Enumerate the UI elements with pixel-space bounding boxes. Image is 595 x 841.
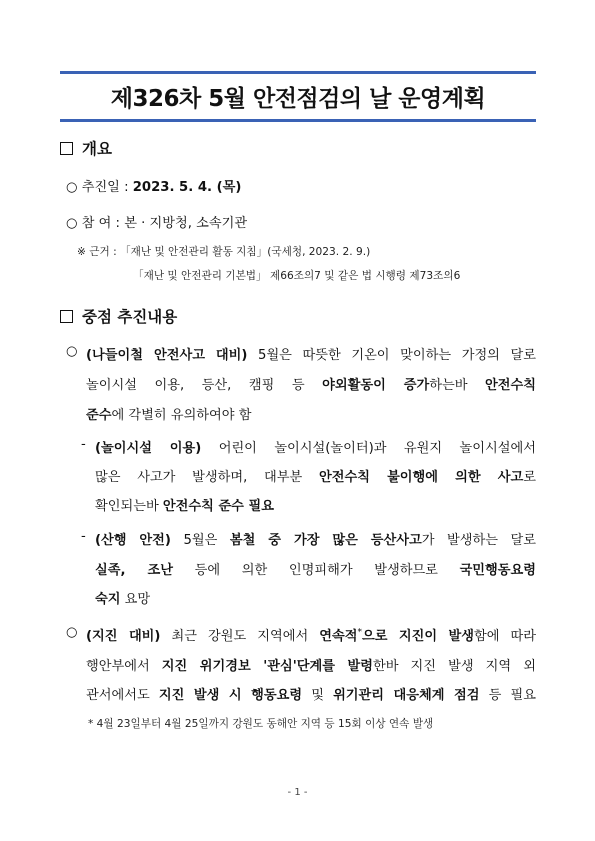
quake-heading: (지진 대비): [86, 629, 161, 644]
date-value: 2023. 5. 4. (목): [132, 180, 242, 195]
hiking-text: 등에 의한 인명피해가 발생하므로: [173, 563, 460, 578]
hiking-emphasis: 봄철 중 가장 많은 등산사고: [229, 533, 422, 548]
page-title: 제326차 5월 안전점검의 날 운영계획: [110, 86, 486, 112]
overview-participants: ○ 참 여 : 본 · 지방청, 소속기관: [66, 216, 248, 231]
overview-basis-1: ※ 근거 : 「재난 및 안전관리 활동 지침」(국세청, 2023. 2. 9.): [77, 246, 371, 258]
date-label: ○ 추진일 :: [66, 180, 133, 195]
playground-emphasis: 안전수칙 준수 필요: [162, 499, 274, 514]
overview-date: [66, 176, 241, 195]
quake-emphasis: 지진 발생 시 행동요령: [158, 688, 303, 703]
section-heading-text: 개요: [82, 140, 112, 158]
footnote-marker: *: [357, 627, 362, 638]
hiking-emphasis: 국민행동요령: [459, 563, 536, 578]
hiking-text: 가 발생하는 달로: [421, 533, 536, 548]
playground-line-3: [95, 495, 274, 514]
outdoor-text: 에 각별히 유의하여야 함: [111, 408, 252, 423]
quake-text: 한바 지진 발생 지역 외: [372, 659, 536, 674]
quake-emphasis: 위기관리 대응체계 점검: [333, 688, 480, 703]
section-heading-main: [60, 305, 177, 327]
playground-line-1: [95, 437, 536, 456]
playground-text: 많은 사고가 발생하며, 대부분: [95, 470, 319, 485]
hiking-text: 요망: [120, 592, 151, 607]
title-top-rule: [60, 71, 536, 74]
page-number: - 1 -: [287, 787, 308, 798]
quake-text: 등 필요: [479, 688, 536, 703]
outdoor-emphasis: 준수: [86, 408, 112, 423]
outdoor-line-3: [86, 404, 251, 423]
quake-line-1: [86, 625, 536, 644]
quake-emphasis: 으로 지진이 발생: [361, 629, 475, 644]
playground-heading: (놀이시설 이용): [95, 441, 202, 456]
outdoor-emphasis: 안전수칙: [485, 378, 536, 393]
quake-emphasis: 연속적: [319, 629, 358, 644]
quake-text: 행안부에서: [86, 659, 162, 674]
section-heading-overview: [60, 137, 112, 159]
hiking-emphasis: 숙지: [95, 592, 121, 607]
outdoor-line-1: [86, 344, 536, 363]
outdoor-text: 하는바: [429, 378, 486, 393]
outdoor-line-2: [86, 374, 536, 393]
quake-text: 최근 강원도 지역에서: [160, 629, 320, 644]
outdoor-text: 5월은 따뜻한 기온이 맞이하는 가정의 달로: [247, 348, 536, 363]
outdoor-heading: (나들이철 안전사고 대비): [86, 348, 248, 363]
title-bottom-rule: [60, 119, 536, 122]
playground-emphasis: 안전수칙 불이행에 의한 사고: [318, 470, 524, 485]
checkbox-square-icon: [60, 142, 73, 155]
playground-text: 로: [523, 470, 536, 485]
quake-text: 관서에서도: [86, 688, 159, 703]
playground-text: 어린이 놀이시설(놀이터)과 유원지 놀이시설에서: [201, 441, 536, 456]
section-heading-text: 중점 추진내용: [82, 308, 178, 326]
checkbox-square-icon: [60, 310, 73, 323]
bullet-outdoor: ○: [66, 344, 78, 359]
hiking-line-1: [95, 529, 536, 548]
quake-emphasis: 지진 위기경보 '관심'단계를 발령: [161, 659, 373, 674]
dash-playground: -: [81, 437, 86, 452]
outdoor-emphasis: 야외활동이 증가: [322, 378, 430, 393]
hiking-emphasis: 실족, 조난: [95, 563, 174, 578]
quake-line-3: [86, 684, 536, 703]
playground-line-2: [95, 466, 536, 485]
quake-line-2: [86, 655, 536, 674]
hiking-line-2: [95, 559, 536, 578]
quake-footnote: * 4월 23일부터 4월 25일까지 강원도 동해안 지역 등 15회 이상 연속 발생: [88, 718, 434, 730]
quake-text: 함에 따라: [474, 629, 537, 644]
hiking-heading: (산행 안전): [95, 533, 171, 548]
outdoor-text: 놀이시설 이용, 등산, 캠핑 등: [86, 378, 323, 393]
dash-hiking: -: [81, 529, 86, 544]
hiking-line-3: [95, 588, 150, 607]
quake-text: 및: [302, 688, 334, 703]
overview-basis-2: 「재난 및 안전관리 기본법」 제66조의7 및 같은 법 시행령 제73조의6: [133, 270, 461, 282]
hiking-text: 5월은: [170, 533, 230, 548]
playground-text: 확인되는바: [95, 499, 163, 514]
bullet-quake: ○: [66, 625, 78, 640]
